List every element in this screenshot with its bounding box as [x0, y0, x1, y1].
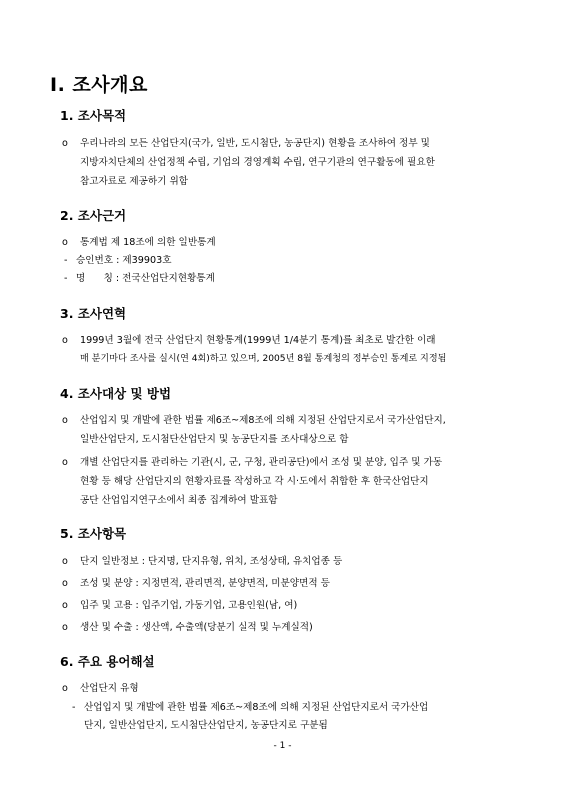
dash-marker: - [64, 255, 68, 266]
survey-item: 생산 및 수출 : 생산액, 수출액(당분기 실적 및 누계실적) [80, 622, 313, 633]
purpose-line-2: 지방자치단체의 산업정책 수립, 기업의 경영계획 수립, 연구기관의 연구활동에 필요한 [80, 157, 435, 168]
page-title: Ⅰ. 조사개요 [50, 74, 148, 96]
basis-approval-number: 승인번호 : 제39903호 [76, 255, 172, 266]
bullet-marker: o [62, 415, 68, 426]
dash-marker: - [72, 702, 76, 713]
bullet-marker: o [62, 237, 68, 248]
purpose-line-1: 우리나라의 모든 산업단지(국가, 일반, 도시첨단, 농공단지) 현황을 조사하여 정부 및 [80, 138, 430, 149]
scope-line-2: 일반산업단지, 도시첨단산업단지 및 농공단지를 조사대상으로 함 [80, 434, 349, 445]
bullet-marker: o [62, 683, 68, 694]
purpose-line-3: 참고자료로 제공하기 위함 [80, 176, 189, 187]
method-line-3: 공단 산업입지연구소에서 최종 집계하여 발표함 [80, 495, 278, 506]
history-line-1: 1999년 3월에 전국 산업단지 현황통계(1999년 1/4분기 통계)를 최초로 발간한 이래 [80, 335, 436, 346]
section-heading-glossary: 6. 주요 용어해설 [60, 654, 155, 669]
survey-item: 조성 및 분양 : 지정면적, 관리면적, 분양면적, 미분양면적 등 [80, 578, 330, 589]
glossary-term: 산업단지 유형 [80, 683, 139, 694]
section-heading-items: 5. 조사항목 [60, 526, 127, 541]
section-heading-basis: 2. 조사근거 [60, 208, 127, 223]
glossary-def-line-1: 산업입지 및 개발에 관한 법률 제6조~제8조에 의해 지정된 산업단지로서 국가산업 [84, 702, 429, 713]
survey-item: 입주 및 고용 : 입주기업, 가동기업, 고용인원(남, 여) [80, 600, 298, 611]
glossary-def-line-2: 단지, 일반산업단지, 도시첨단산업단지, 농공단지로 구분됨 [84, 720, 328, 731]
page-number: - 1 - [273, 741, 292, 751]
bullet-marker: o [62, 335, 68, 346]
scope-line-1: 산업입지 및 개발에 관한 법률 제6조~제8조에 의해 지정된 산업단지로서 국가산업단지, [80, 415, 446, 426]
bullet-marker: o [62, 600, 68, 611]
section-heading-purpose: 1. 조사목적 [60, 108, 127, 123]
bullet-marker: o [62, 556, 68, 567]
bullet-marker: o [62, 138, 68, 149]
method-line-2: 현황 등 해당 산업단지의 현황자료를 작성하고 각 시·도에서 취합한 후 한국산업단지 [80, 476, 429, 487]
method-line-1: 개별 산업단지를 관리하는 기관(시, 군, 구청, 관리공단)에서 조성 및 분양, 입주 및 가동 [80, 457, 443, 468]
section-heading-scope-method: 4. 조사대상 및 방법 [60, 386, 172, 401]
bullet-marker: o [62, 457, 68, 468]
bullet-marker: o [62, 622, 68, 633]
survey-item: 단지 일반정보 : 단지명, 단지유형, 위치, 조성상태, 유치업종 등 [80, 556, 343, 567]
dash-marker: - [64, 273, 68, 284]
basis-name: 명 칭 : 전국산업단지현황통계 [76, 273, 215, 284]
section-heading-history: 3. 조사연혁 [60, 306, 127, 321]
bullet-marker: o [62, 578, 68, 589]
history-line-2: 매 분기마다 조사를 실시(연 4회)하고 있으며, 2005년 8월 통계청의 정부승인 통계로 지정됨 [80, 354, 447, 364]
basis-statute: 통계법 제 18조에 의한 일반통계 [80, 237, 216, 248]
